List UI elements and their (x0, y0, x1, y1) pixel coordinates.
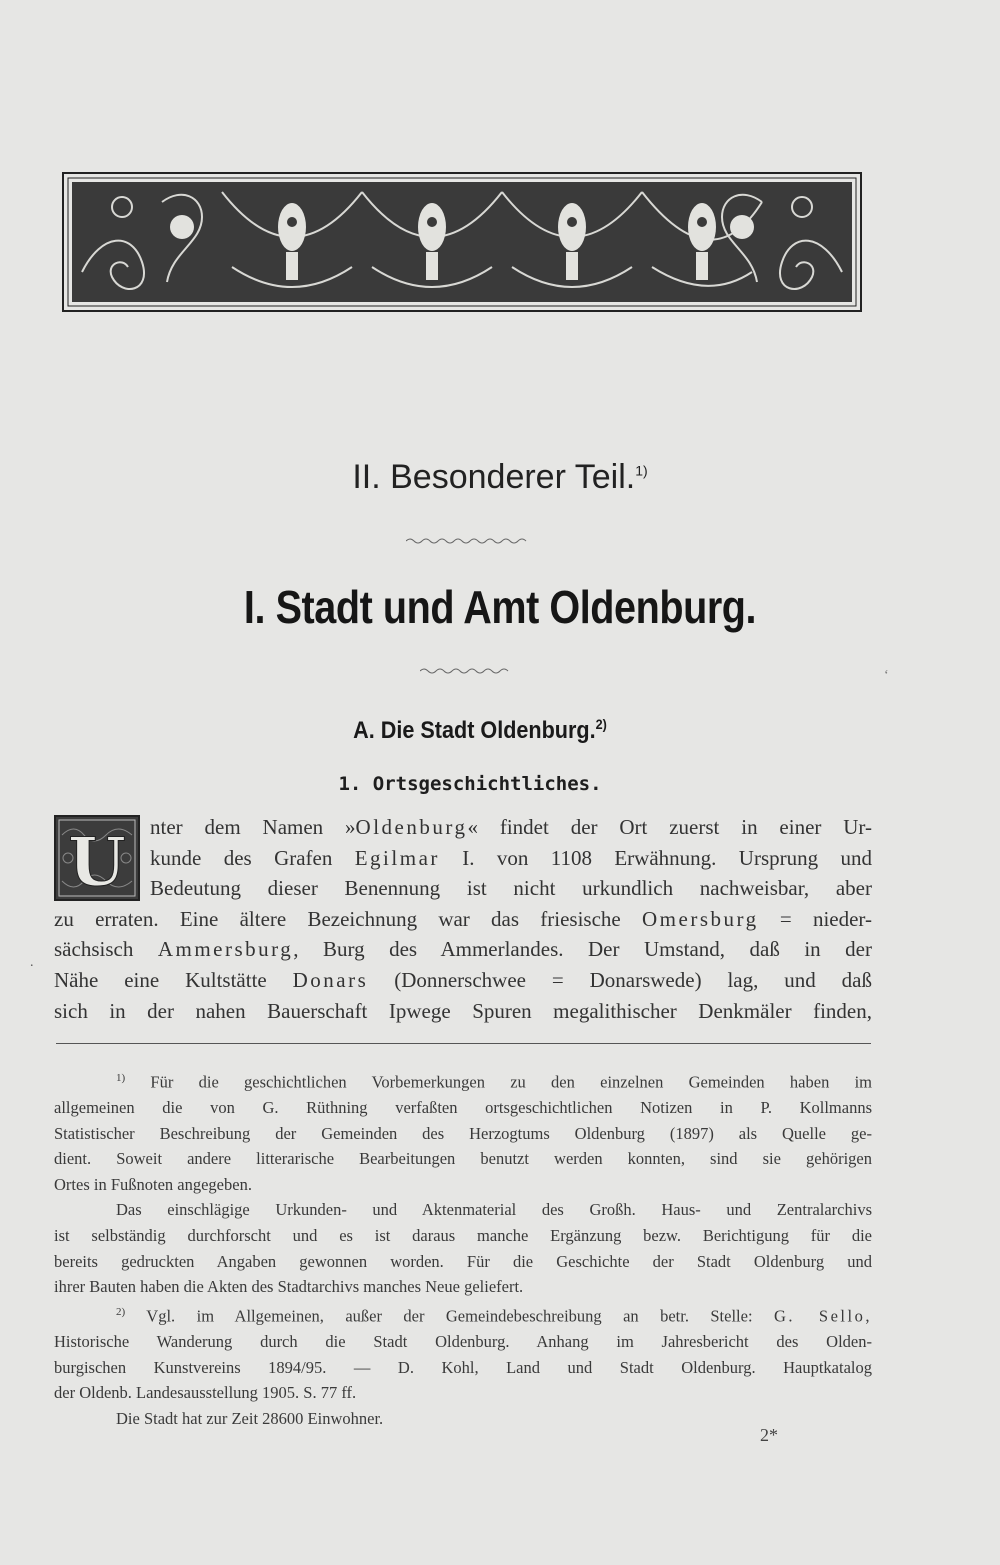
ornamental-header-band (62, 172, 862, 312)
divider-squiggle-icon (406, 536, 528, 546)
footnote-line: ist selbständig durchforscht und es ist daraus manche Ergänzung bezw. Berichtigung für die (54, 1226, 872, 1246)
footnote-line: allgemeinen die von G. Rüthning verfaßten ortsgeschichtlichen Notizen in P. Kollmanns (54, 1098, 872, 1118)
body-line: Nähe eine Kultstätte Donars (Donnerschwee = Donarswede) lag, und daß (54, 967, 872, 992)
section-title (48, 716, 912, 745)
body-line: zu erraten. Eine ältere Bezeichnung war das friesische Omersburg = nieder- (54, 906, 872, 931)
footnote-line: bereits gedruckten Angaben gewonnen worden. Für die Geschichte der Stadt Oldenburg und (54, 1251, 872, 1271)
signature-mark: 2* (760, 1425, 778, 1445)
footnote-2-marker: 2) (116, 1305, 126, 1318)
footnote-line: Ortes in Fußnoten angegeben. (54, 1174, 252, 1194)
dropcap-icon (54, 815, 140, 901)
footnote-line: der Oldenb. Landesausstellung 1905. S. 77 ff. (54, 1383, 357, 1403)
footnote-line: Das einschlägige Urkunden- und Aktenmaterial des Großh. Haus- und Zentralarchivs (116, 1200, 872, 1220)
body-paragraph (54, 812, 872, 1026)
footnote-1-marker: 1) (116, 1072, 126, 1084)
part-title-text: II. Besonderer Teil. (352, 458, 636, 496)
dropcap-letter: U (68, 823, 126, 901)
body-line: nter dem Namen »Oldenburg« findet der Ort zuerst in einer Ur- (150, 815, 872, 839)
footnote-line: Statistischer Beschreibung der Gemeinden des Herzogtums Oldenburg (1897) als Quelle ge- (54, 1123, 872, 1143)
footnotes (54, 1066, 872, 1431)
divider-squiggle-icon (420, 666, 512, 676)
section-title-text: A. Die Stadt Oldenburg. (353, 717, 596, 744)
part-title (0, 458, 1000, 497)
section-note-marker: 2) (595, 716, 607, 732)
main-title: I. Stadt und Amt Oldenburg. (243, 581, 757, 633)
subsection-title: 1. Ortsgeschichtliches. (338, 773, 602, 795)
ornament-image (62, 172, 862, 312)
footnote-line: Die Stadt hat zur Zeit 28600 Einwohner. (116, 1408, 384, 1428)
footnote-line: Historische Wanderung durch die Stadt Oldenburg. Anhang im Jahresbericht des Olden- (54, 1331, 872, 1351)
footnote-line: ihrer Bauten haben die Akten des Stadtarchivs manches Neue geliefert. (54, 1277, 524, 1297)
stray-mark: ‘ (884, 668, 889, 683)
footnote-line: dient. Soweit andere litterarische Bearbeitungen benutzt werden konnten, sind sie gehörigen (54, 1149, 872, 1169)
body-line: sich in der nahen Bauerschaft Ipwege Spuren megalithischer Denkmäler finden, (54, 998, 872, 1023)
footnote-line: $^{2)}$ Vgl. im Allgemeinen, außer der Gemeindebeschreibung an betr. Stelle: G. Sello, (116, 1305, 872, 1326)
body-line: Bedeutung dieser Benennung ist nicht urkundlich nachweisbar, aber (150, 876, 872, 901)
footnote-line: $^{1)}$ Für die geschichtlichen Vorbemerkungen zu den einzelnen Gemeinden haben im (116, 1072, 872, 1092)
part-title-note-marker: 1) (635, 462, 648, 479)
body-line: sächsisch Ammersburg, Burg des Ammerlandes. Der Umstand, daß in der (54, 937, 872, 962)
footnote-divider (56, 1043, 871, 1044)
body-line: kunde des Grafen Egilmar I. von 1108 Erwähnung. Ursprung und (150, 845, 872, 870)
footnote-line: burgischen Kunstvereins 1894/95. — D. Kohl, Land und Stadt Oldenburg. Hauptkatalog (54, 1357, 872, 1377)
stray-mark: . (30, 955, 34, 970)
